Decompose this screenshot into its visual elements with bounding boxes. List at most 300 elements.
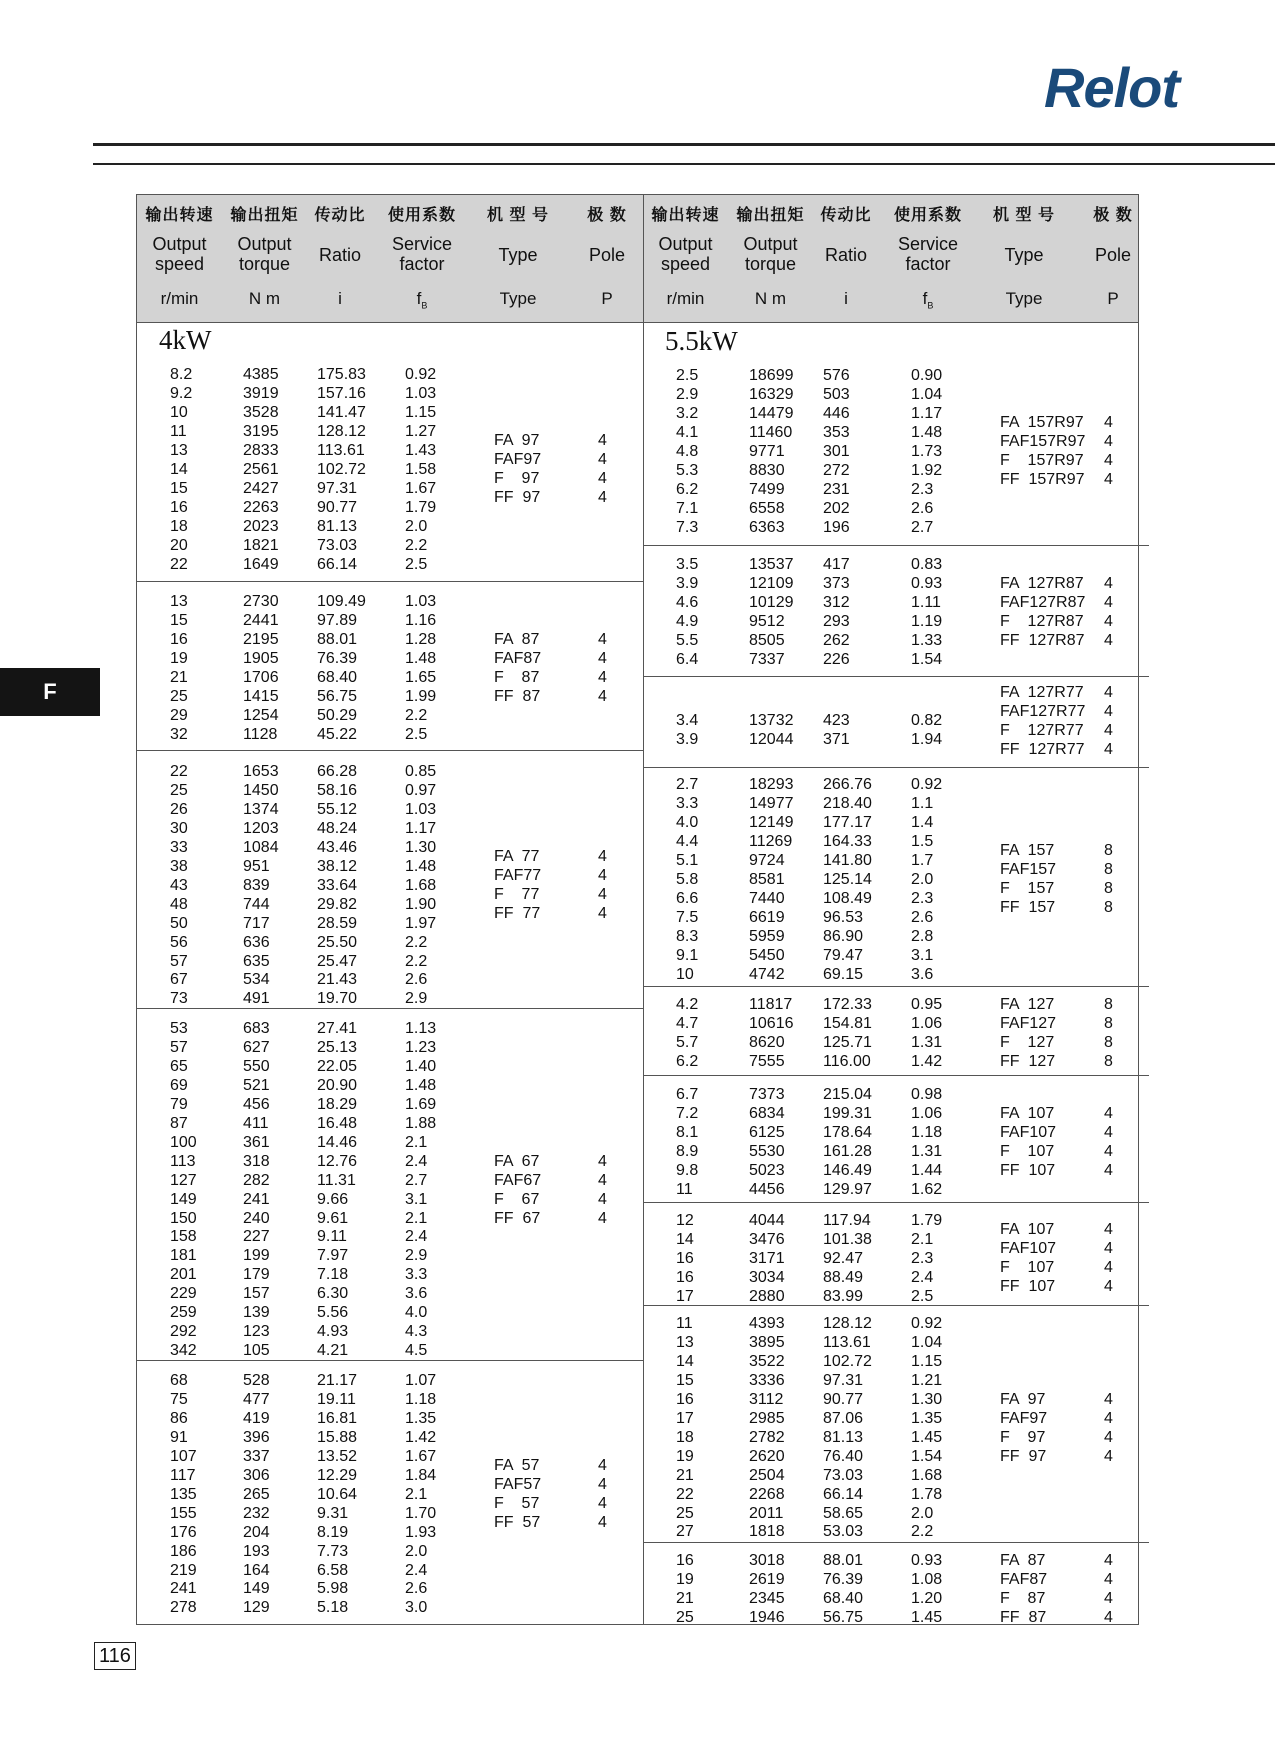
torque-cell: 9724: [749, 851, 785, 869]
pole-cell: 4: [1104, 1259, 1113, 1277]
ratio-cell: 423: [823, 712, 850, 729]
speed-cell: 56: [170, 933, 188, 951]
torque-cell: 6619: [749, 908, 785, 926]
speed-cell: 5.1: [676, 851, 699, 869]
factor-cell: 2.0: [911, 870, 934, 888]
pole-cell: 4: [598, 432, 607, 450]
type-cell: FA 87: [1000, 1552, 1046, 1569]
torque-cell: 2730: [243, 593, 279, 610]
torque-cell: 157: [243, 1285, 270, 1303]
ratio-cell: 25.47: [317, 952, 358, 970]
factor-cell: 0.92: [911, 1315, 943, 1332]
speed-cell: 21: [676, 1589, 694, 1607]
ratio-cell: 97.31: [823, 1371, 864, 1389]
speed-cell: 17: [676, 1287, 694, 1305]
torque-cell: 6363: [749, 518, 785, 536]
header-unit-text: i: [844, 289, 848, 308]
torque-cell: 717: [243, 914, 270, 932]
ratio-cell: 417: [823, 556, 850, 573]
type-cell: F 107: [1000, 1142, 1055, 1160]
pole-cell: 4: [1104, 1409, 1113, 1427]
pole-cell: 4: [598, 1495, 607, 1513]
pole-cell: 4: [598, 489, 607, 507]
speed-cell: 135: [170, 1485, 197, 1503]
ratio-cell: 231: [823, 480, 850, 498]
ratio-cell: 86.90: [823, 927, 864, 945]
group-separator: [137, 750, 643, 751]
header-unit-3: [379, 289, 465, 310]
ratio-cell: 88.49: [823, 1268, 864, 1286]
header-unit-text: r/min: [160, 289, 199, 308]
power-title: 4kW: [159, 325, 212, 355]
speed-cell: 69: [170, 1076, 188, 1094]
torque-cell: 1649: [243, 555, 279, 573]
speed-cell: 9.2: [170, 384, 193, 402]
torque-cell: 2345: [749, 1589, 785, 1607]
speed-cell: 13: [170, 593, 188, 610]
speed-cell: 4.0: [676, 813, 699, 831]
pole-cell: 4: [1104, 1589, 1113, 1607]
factor-cell: 2.7: [405, 1171, 428, 1189]
header-unit-4: [971, 289, 1077, 309]
factor-cell: 1.30: [405, 838, 437, 856]
speed-cell: 9.1: [676, 946, 699, 964]
type-cell: FAF127R77: [1000, 702, 1086, 720]
ratio-cell: 101.38: [823, 1230, 872, 1248]
factor-cell: 1.54: [911, 650, 943, 668]
pole-cell: 4: [598, 1190, 607, 1208]
speed-cell: 259: [170, 1304, 197, 1322]
torque-cell: 4385: [243, 366, 279, 383]
pole-cell: 4: [1104, 593, 1113, 611]
ratio-cell: 161.28: [823, 1142, 872, 1160]
ratio-cell: 446: [823, 404, 850, 422]
torque-cell: 3018: [749, 1552, 785, 1569]
torque-cell: 411: [243, 1114, 269, 1132]
header-rule-bottom: [93, 163, 1275, 165]
factor-cell: 0.82: [911, 712, 943, 729]
ratio-cell: 10.64: [317, 1485, 358, 1503]
ratio-cell: 117.94: [823, 1212, 871, 1229]
speed-cell: 13: [676, 1333, 694, 1351]
type-cell: FA 97: [1000, 1390, 1046, 1408]
speed-cell: 22: [676, 1485, 694, 1503]
speed-cell: 30: [170, 819, 188, 837]
factor-cell: 3.1: [911, 946, 934, 964]
factor-cell: 1.21: [911, 1371, 943, 1389]
header-en-5: Pole: [588, 245, 626, 265]
factor-cell: 1.69: [405, 1095, 437, 1113]
pole-cell: 4: [1104, 1390, 1113, 1408]
factor-cell: 1.67: [405, 479, 437, 497]
speed-cell: 19: [676, 1447, 694, 1465]
factor-cell: 1.35: [911, 1409, 943, 1427]
torque-cell: 11269: [749, 832, 793, 850]
type-cell: F 87: [494, 668, 540, 686]
torque-cell: 7499: [749, 480, 785, 498]
speed-cell: 3.9: [676, 574, 699, 592]
factor-cell: 2.7: [911, 518, 934, 536]
ratio-cell: 108.49: [823, 889, 872, 907]
pole-cell: 4: [1104, 1142, 1113, 1160]
ratio-cell: 312: [823, 593, 850, 611]
torque-cell: 5450: [749, 946, 785, 964]
factor-cell: 1.73: [911, 442, 943, 460]
speed-cell: 15: [170, 611, 188, 629]
factor-cell: 0.92: [911, 776, 943, 793]
ratio-cell: 4.93: [317, 1323, 349, 1341]
factor-cell: 1.13: [405, 1020, 437, 1037]
ratio-cell: 58.65: [823, 1504, 864, 1522]
ratio-cell: 576: [823, 367, 850, 384]
type-cell: FA 157R97: [1000, 414, 1084, 432]
ratio-cell: 25.50: [317, 933, 358, 951]
torque-cell: 10129: [749, 593, 794, 611]
ratio-cell: 141.80: [823, 851, 872, 869]
factor-cell: 1.94: [911, 730, 943, 748]
group-separator: [643, 1305, 1149, 1306]
torque-cell: 3171: [749, 1249, 785, 1267]
group-separator: [643, 986, 1149, 987]
speed-cell: 158: [170, 1228, 197, 1246]
type-cell: FAF67: [494, 1171, 542, 1189]
speed-cell: 8.9: [676, 1142, 699, 1160]
ratio-cell: 141.47: [317, 403, 366, 421]
ratio-cell: 68.40: [317, 668, 358, 686]
pole-cell: 4: [1104, 414, 1113, 432]
factor-cell: 1.92: [911, 461, 943, 479]
torque-cell: 240: [243, 1209, 270, 1227]
speed-cell: 155: [170, 1504, 197, 1522]
type-cell: F 127R77: [1000, 721, 1084, 739]
ratio-cell: 5.56: [317, 1304, 349, 1322]
pole-cell: 4: [1104, 452, 1113, 470]
ratio-cell: 301: [823, 442, 850, 460]
pole-cell: 8: [1104, 996, 1113, 1013]
pole-cell: 4: [1104, 1608, 1113, 1626]
factor-cell: 2.6: [405, 971, 428, 989]
ratio-cell: 79.47: [823, 946, 864, 964]
speed-cell: 3.5: [676, 556, 699, 573]
factor-cell: 2.4: [405, 1228, 428, 1246]
header-en-1-b: torque: [238, 254, 291, 274]
ratio-cell: 56.75: [317, 687, 358, 705]
pole-cell: 4: [1104, 1552, 1113, 1569]
torque-cell: 1946: [749, 1608, 785, 1626]
power-title: 5.5kW: [665, 326, 738, 356]
factor-cell: 3.6: [911, 965, 934, 983]
type-cell: FF 77: [494, 905, 541, 923]
speed-cell: 107: [170, 1447, 197, 1465]
ratio-cell: 9.11: [317, 1228, 347, 1246]
torque-cell: 6125: [749, 1123, 785, 1141]
pole-cell: 4: [1104, 1221, 1113, 1239]
factor-cell: 3.3: [405, 1266, 428, 1284]
torque-cell: 14479: [749, 404, 794, 422]
ratio-cell: 178.64: [823, 1123, 872, 1141]
table-header: [137, 195, 1138, 323]
torque-cell: 361: [243, 1133, 270, 1151]
factor-cell: 0.93: [911, 574, 943, 592]
ratio-cell: 215.04: [823, 1086, 872, 1103]
factor-cell: 2.9: [405, 1247, 428, 1265]
speed-cell: 278: [170, 1599, 197, 1617]
speed-cell: 20: [170, 536, 188, 554]
ratio-cell: 97.89: [317, 611, 358, 629]
pole-cell: 4: [1104, 721, 1113, 739]
speed-cell: 7.3: [676, 518, 699, 536]
factor-cell: 1.65: [405, 668, 437, 686]
ratio-cell: 43.46: [317, 838, 358, 856]
type-cell: FA 97: [494, 432, 540, 450]
torque-cell: 129: [243, 1599, 270, 1617]
ratio-cell: 33.64: [317, 876, 358, 894]
factor-cell: 1.31: [911, 1033, 943, 1051]
speed-cell: 79: [170, 1095, 188, 1113]
factor-cell: 2.3: [911, 889, 934, 907]
torque-cell: 839: [243, 876, 270, 894]
pole-cell: 4: [1104, 612, 1113, 630]
torque-cell: 193: [243, 1542, 270, 1560]
speed-cell: 2.5: [676, 367, 699, 384]
ratio-cell: 20.90: [317, 1076, 358, 1094]
ratio-cell: 27.41: [317, 1020, 358, 1037]
ratio-cell: 128.12: [823, 1315, 872, 1332]
torque-cell: 3919: [243, 384, 279, 402]
speed-cell: 26: [170, 800, 188, 818]
factor-cell: 1.90: [405, 895, 437, 913]
torque-cell: 149: [243, 1580, 270, 1598]
factor-cell: 1.70: [405, 1504, 437, 1522]
header-unit-2: [301, 289, 379, 309]
type-cell: F 157: [1000, 880, 1055, 898]
torque-cell: 105: [243, 1342, 270, 1360]
pole-cell: 8: [1104, 899, 1113, 917]
ratio-cell: 177.17: [823, 813, 872, 831]
ratio-cell: 16.81: [317, 1409, 358, 1427]
header-cn-5: 极 数: [587, 207, 627, 224]
torque-cell: 3034: [749, 1268, 785, 1286]
torque-cell: 232: [243, 1504, 270, 1522]
speed-cell: 241: [170, 1580, 197, 1598]
group-separator: [137, 1360, 643, 1361]
type-cell: FF 157: [1000, 899, 1056, 917]
ratio-cell: 45.22: [317, 725, 358, 743]
pole-cell: 4: [598, 470, 607, 488]
type-cell: FA 107: [1000, 1104, 1055, 1122]
factor-cell: 1.17: [405, 819, 437, 837]
torque-cell: 227: [243, 1228, 270, 1246]
type-cell: FF 87: [1000, 1608, 1047, 1626]
header-cn-4: 机 型 号: [993, 207, 1055, 224]
ratio-cell: 97.31: [317, 479, 358, 497]
speed-cell: 3.3: [676, 794, 699, 812]
header-unit-0: [137, 289, 222, 309]
torque-cell: 2427: [243, 479, 279, 497]
ratio-cell: 76.39: [823, 1570, 864, 1588]
speed-cell: 43: [170, 876, 188, 894]
torque-cell: 11817: [749, 996, 793, 1013]
torque-cell: 5023: [749, 1161, 785, 1179]
type-cell: FA 87: [494, 630, 540, 648]
torque-cell: 2011: [749, 1504, 784, 1522]
torque-cell: 3476: [749, 1230, 785, 1248]
ratio-cell: 218.40: [823, 794, 872, 812]
ratio-cell: 6.58: [317, 1561, 349, 1579]
header-unit-text: Type: [1005, 289, 1043, 308]
torque-cell: 8581: [749, 870, 785, 888]
type-cell: F 107: [1000, 1259, 1055, 1277]
torque-cell: 318: [243, 1152, 270, 1170]
header-en-3-a: Service: [897, 234, 959, 254]
ratio-cell: 272: [823, 461, 850, 479]
torque-cell: 18699: [749, 367, 794, 384]
speed-cell: 6.4: [676, 650, 699, 668]
ratio-cell: 21.17: [317, 1372, 358, 1389]
brand-logo: [1044, 55, 1179, 120]
page-number: [94, 1642, 136, 1670]
factor-cell: 1.67: [405, 1447, 437, 1465]
factor-cell: 1.97: [405, 914, 437, 932]
speed-cell: 8.1: [676, 1123, 699, 1141]
type-cell: FA 57: [494, 1457, 540, 1475]
speed-cell: 57: [170, 952, 188, 970]
header-unit-text: N m: [754, 289, 787, 308]
torque-cell: 3522: [749, 1352, 785, 1370]
header-unit-text: N m: [248, 289, 281, 308]
ratio-cell: 66.14: [317, 555, 358, 573]
torque-cell: 241: [243, 1190, 270, 1208]
ratio-cell: 81.13: [317, 517, 358, 535]
factor-cell: 4.0: [405, 1304, 428, 1322]
factor-cell: 2.6: [911, 499, 934, 517]
speed-cell: 100: [170, 1133, 197, 1151]
factor-cell: 4.3: [405, 1323, 428, 1341]
header-en-0-b: speed: [660, 254, 711, 274]
torque-cell: 4456: [749, 1180, 785, 1198]
speed-cell: 50: [170, 914, 188, 932]
factor-cell: 1.03: [405, 593, 437, 610]
torque-cell: 1706: [243, 668, 279, 686]
speed-cell: 12: [676, 1212, 694, 1229]
ratio-cell: 503: [823, 385, 850, 403]
torque-cell: 337: [243, 1447, 270, 1465]
header-en-1-b: torque: [744, 254, 797, 274]
speed-cell: 25: [170, 687, 188, 705]
speed-cell: 14: [170, 460, 188, 478]
type-cell: FF 107: [1000, 1278, 1056, 1296]
column-divider: [643, 195, 644, 1624]
ratio-cell: 116.00: [823, 1052, 871, 1070]
ratio-cell: 154.81: [823, 1014, 872, 1032]
pole-cell: 4: [1104, 1123, 1113, 1141]
ratio-cell: 7.97: [317, 1247, 349, 1265]
speed-cell: 113: [170, 1152, 196, 1170]
speed-cell: 87: [170, 1114, 188, 1132]
torque-cell: 1128: [243, 725, 278, 743]
pole-cell: 4: [1104, 684, 1113, 701]
header-en-0-a: Output: [658, 234, 713, 254]
header-cn-2: 传动比: [314, 207, 366, 224]
factor-cell: 1.99: [405, 687, 437, 705]
ratio-cell: 56.75: [823, 1608, 864, 1626]
factor-cell: 1.42: [405, 1428, 437, 1446]
ratio-cell: 199.31: [823, 1104, 872, 1122]
group-separator: [643, 767, 1149, 768]
torque-cell: 4044: [749, 1212, 785, 1229]
header-en-3-b: factor: [905, 254, 951, 274]
header-unit-text: P: [1107, 289, 1119, 308]
torque-cell: 528: [243, 1372, 270, 1389]
type-cell: FAF127: [1000, 1014, 1057, 1032]
factor-cell: 1.93: [405, 1523, 437, 1541]
ratio-cell: 14.46: [317, 1133, 358, 1151]
ratio-cell: 6.30: [317, 1285, 349, 1303]
ratio-cell: 11.31: [317, 1171, 356, 1189]
speed-cell: 21: [676, 1466, 694, 1484]
speed-cell: 21: [170, 668, 188, 686]
torque-cell: 179: [243, 1266, 270, 1284]
ratio-cell: 38.12: [317, 857, 358, 875]
speed-cell: 3.2: [676, 404, 699, 422]
factor-cell: 1.45: [911, 1428, 943, 1446]
factor-cell: 1.19: [911, 612, 943, 630]
speed-cell: 16: [170, 630, 188, 648]
torque-cell: 3195: [243, 422, 279, 440]
torque-cell: 6834: [749, 1104, 785, 1122]
torque-cell: 635: [243, 952, 270, 970]
torque-cell: 636: [243, 933, 270, 951]
factor-cell: 2.5: [405, 555, 428, 573]
torque-cell: 2620: [749, 1447, 785, 1465]
factor-cell: 1.79: [911, 1212, 943, 1229]
speed-cell: 16: [676, 1249, 694, 1267]
torque-cell: 1905: [243, 649, 279, 667]
ratio-cell: 113.61: [317, 441, 365, 459]
speed-cell: 18: [170, 517, 188, 535]
factor-cell: 0.90: [911, 367, 943, 384]
group-separator: [643, 1202, 1149, 1203]
factor-cell: 1.40: [405, 1057, 437, 1075]
ratio-cell: 175.83: [317, 366, 366, 383]
speed-cell: 68: [170, 1372, 188, 1389]
torque-cell: 419: [243, 1409, 270, 1427]
factor-cell: 1.35: [405, 1409, 437, 1427]
type-cell: F 97: [494, 470, 540, 488]
ratio-cell: 12.29: [317, 1466, 358, 1484]
factor-cell: 1.5: [911, 832, 934, 850]
ratio-cell: 12.76: [317, 1152, 358, 1170]
speed-cell: 73: [170, 990, 188, 1008]
factor-cell: 0.98: [911, 1086, 943, 1103]
pole-cell: 4: [1104, 1428, 1113, 1446]
type-cell: FAF157: [1000, 861, 1057, 879]
factor-cell: 2.2: [405, 933, 428, 951]
torque-cell: 13537: [749, 556, 794, 573]
pole-cell: 8: [1104, 861, 1113, 879]
torque-cell: 683: [243, 1020, 270, 1037]
ratio-cell: 202: [823, 499, 850, 517]
speed-cell: 7.2: [676, 1104, 699, 1122]
pole-cell: 4: [598, 649, 607, 667]
speed-cell: 4.7: [676, 1014, 699, 1032]
type-cell: FA 67: [494, 1152, 540, 1170]
header-unit-text: i: [338, 289, 342, 308]
group-separator: [643, 1075, 1149, 1076]
group-separator: [643, 1542, 1149, 1543]
factor-cell: 1.44: [911, 1161, 943, 1179]
torque-cell: 477: [243, 1390, 270, 1408]
